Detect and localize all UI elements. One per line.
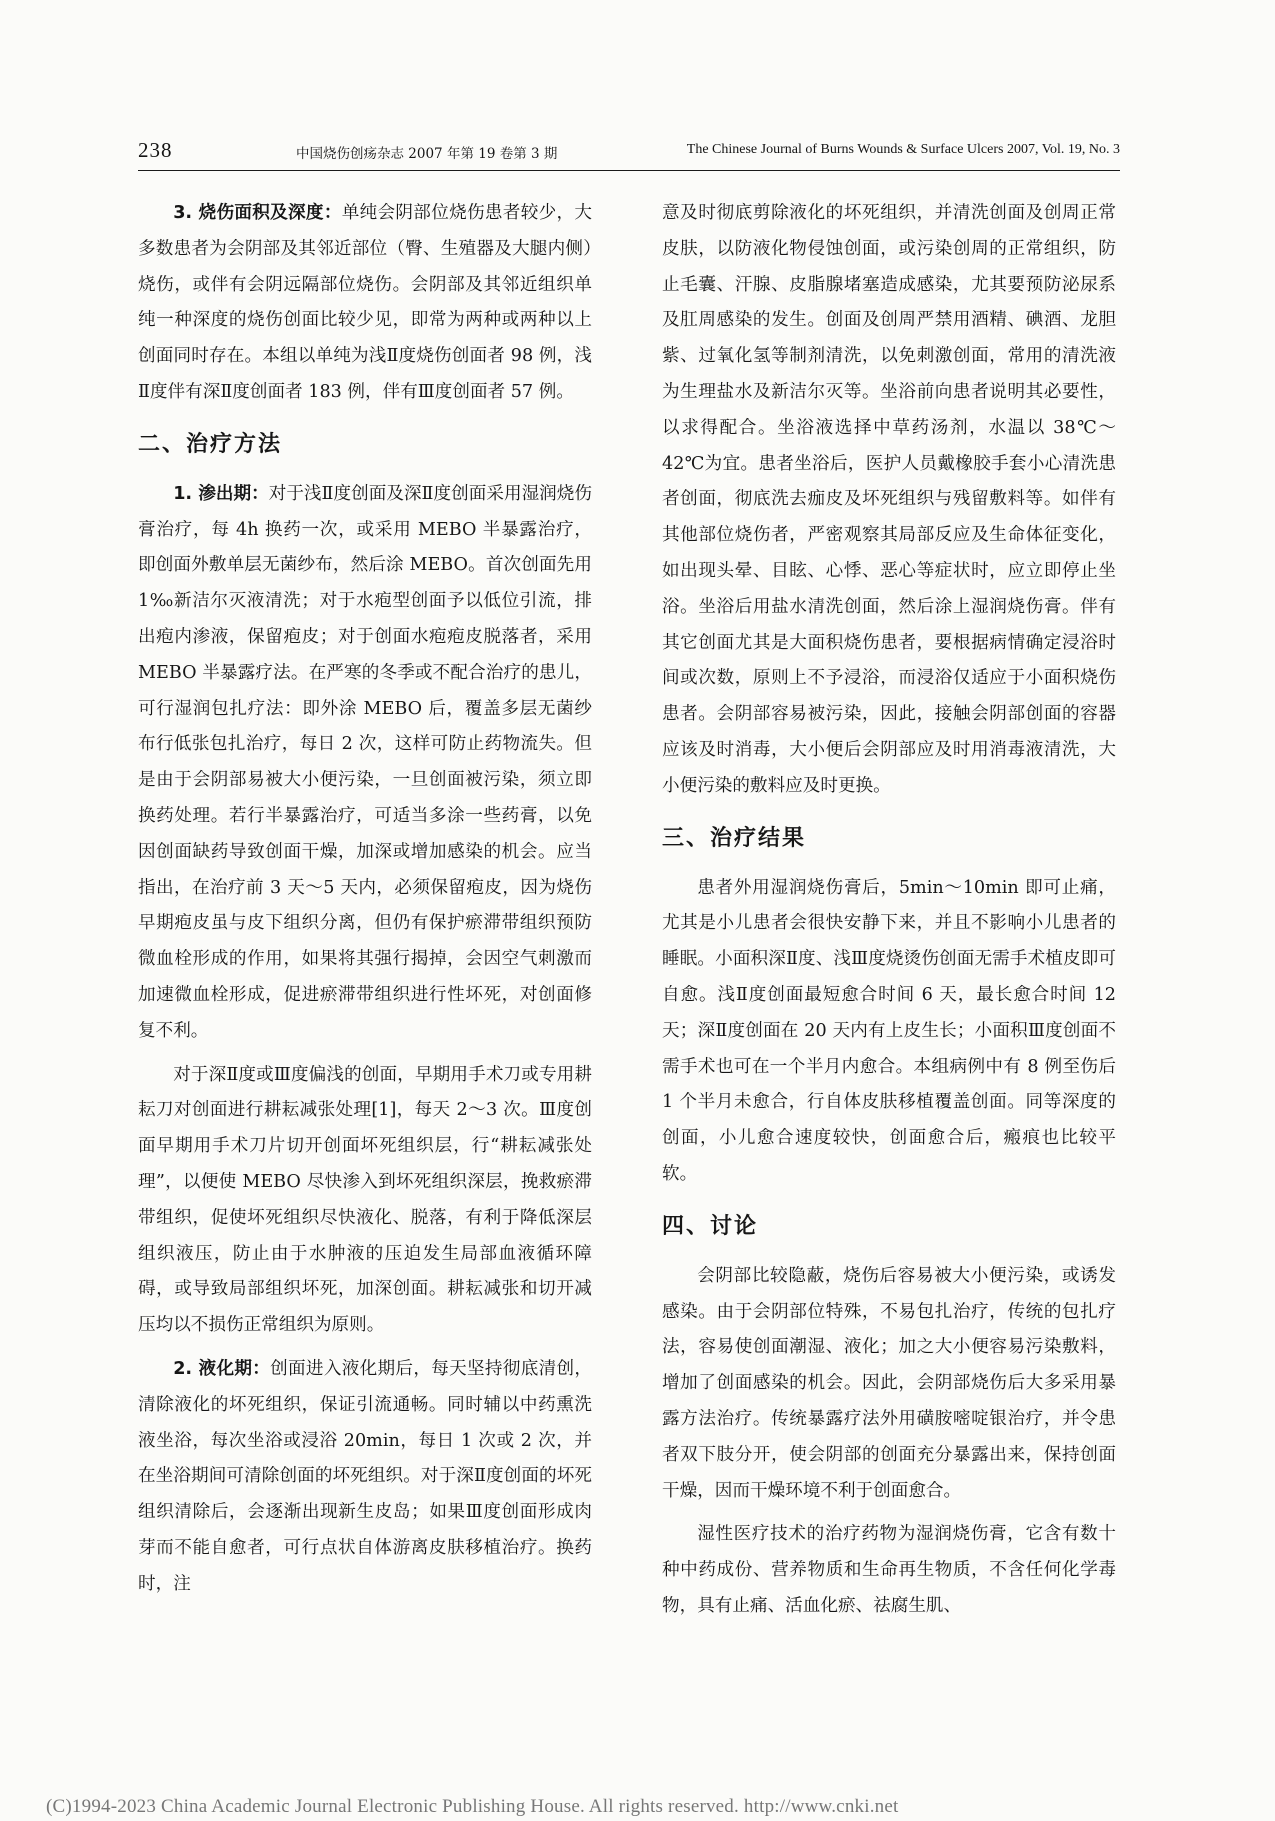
section-heading-treatment-methods: 二、治疗方法	[138, 431, 283, 457]
paragraph-deep-wound-cultivation: 对于深Ⅱ度或Ⅲ度偏浅的创面，早期用手术刀或专用耕耘刀对创面进行耕耘减张处理[1]，每天 2～3 次。Ⅲ度创面早期用手术刀片切开创面坏死组织层，行“耕耘减张处理”，以便使 MEBO 尽快渗入到坏死组织深层，挽救瘀滞带组织，促使坏死组织尽快液化、脱落，有利于降低深层组织液压，防止由于水肿液的压迫发生局部血液循环障碍，或导致局部组织坏死，加深创面。耕耘减张和切开减压均以不损伤正常组织为原则。	[138, 1064, 592, 1336]
paragraph-liquefaction-phase	[138, 1352, 592, 1603]
paragraph-results: 患者外用湿润烧伤膏后，5min～10min 即可止痛，尤其是小儿患者会很快安静下来，并且不影响小儿患者的睡眠。小面积深Ⅱ度、浅Ⅲ度烧烫伤创面无需手术植皮即可自愈。浅Ⅱ度创面最短愈合时间 6 天，最长愈合时间 12 天；深Ⅱ度创面在 20 天内有上皮生长；小面积Ⅲ度创面不需手术也可在一个半月内愈合。本组病例中有 8 例至伤后 1 个半月未愈合，行自体皮肤移植覆盖创面。同等深度的创面，小儿愈合速度较快，创面愈合后，瘢痕也比较平软。	[662, 877, 1116, 1184]
paragraph-lead: 2. 液化期：	[173, 1358, 271, 1379]
right-column	[662, 196, 1116, 1696]
running-header	[138, 138, 1120, 171]
journal-title-chinese: 中国烧伤创疡杂志 2007 年第 19 卷第 3 期	[296, 146, 558, 162]
paragraph-text: 创面进入液化期后，每天坚持彻底清创，清除液化的坏死组织，保证引流通畅。同时辅以中药熏洗液坐浴，每次坐浴或浸浴 20min，每日 1 次或 2 次，并在坐浴期间可清除创面的坏死组织。对于深Ⅱ度创面的坏死组织清除后，会逐渐出现新生皮岛；如果Ⅲ度创面形成肉芽而不能自愈者，可行点状自体游离皮肤移植治疗。换药时，注	[138, 1358, 592, 1594]
left-column	[138, 196, 592, 1696]
page-number: 238	[138, 138, 173, 162]
paragraph-lead: 3. 烧伤面积及深度：	[173, 203, 342, 223]
copyright-footer: (C)1994-2023 China Academic Journal Electronic Publishing House. All rights reserved. http://www.cnki.net	[46, 1796, 899, 1817]
paragraph-discussion-1: 会阴部比较隐蔽，烧伤后容易被大小便污染，或诱发感染。由于会阴部位特殊，不易包扎治疗，传统的包扎疗法，容易使创面潮湿、液化；加之大小便容易污染敷料，增加了创面感染的机会。因此，会阴部烧伤后大多采用暴露方法治疗。传统暴露疗法外用磺胺嘧啶银治疗，并令患者双下肢分开，使会阴部的创面充分暴露出来，保持创面干燥，因而干燥环境不利于创面愈合。	[662, 1265, 1116, 1501]
paragraph-discussion-2: 湿性医疗技术的治疗药物为湿润烧伤膏，它含有数十种中药成份、营养物质和生命再生物质，不含任何化学毒物，具有止痛、活血化瘀、祛腐生肌、	[662, 1524, 1116, 1616]
paragraph-exudation-phase	[138, 477, 592, 1050]
paragraph-lead: 1. 渗出期：	[173, 483, 269, 504]
paragraph-gap	[662, 1509, 1116, 1517]
paragraph-gap	[138, 1050, 592, 1058]
section-heading-discussion: 四、讨论	[662, 1213, 759, 1239]
paragraph-gap	[138, 1344, 592, 1352]
paragraph-burn-area-depth	[138, 196, 592, 411]
paragraph-text: 单纯会阴部位烧伤患者较少，大多数患者为会阴部及其邻近部位（臀、生殖器及大腿内侧）烧伤，或伴有会阴远隔部位烧伤。会阴部及其邻近组织单纯一种深度的烧伤创面比较少见，即常为两种或两种以上创面同时存在。本组以单纯为浅Ⅱ度烧伤创面者 98 例，浅Ⅱ度伴有深Ⅱ度创面者 183 例，伴有Ⅲ度创面者 57 例。	[138, 203, 592, 402]
paragraph-continued-liquefaction: 意及时彻底剪除液化的坏死组织，并清洗创面及创周正常皮肤，以防液化物侵蚀创面，或污染创周的正常组织，防止毛囊、汗腺、皮脂腺堵塞造成感染，尤其要预防泌尿系及肛周感染的发生。创面及创周严禁用酒精、碘酒、龙胆紫、过氧化氢等制剂清洗，以免刺激创面，常用的清洗液为生理盐水及新洁尔灭等。坐浴前向患者说明其必要性，以求得配合。坐浴液选择中草药汤剂，水温以 38℃～42℃为宜。患者坐浴后，医护人员戴橡胶手套小心清洗患者创面，彻底洗去痂皮及坏死组织与残留敷料等。如伴有其他部位烧伤者，严密观察其局部反应及生命体征变化，如出现头晕、目眩、心悸、恶心等症状时，应立即停止坐浴。坐浴后用盐水清洗创面，然后涂上湿润烧伤膏。伴有其它创面尤其是大面积烧伤患者，要根据病情确定浸浴时间或次数，原则上不予浸浴，而浸浴仅适应于小面积烧伤患者。会阴部容易被污染，因此，接触会阴部创面的容器应该及时消毒，大小便后会阴部应及时用消毒液清洗，大小便污染的敷料应及时更换。	[662, 203, 1116, 796]
section-heading-treatment-results: 三、治疗结果	[662, 825, 807, 851]
paragraph-text: 对于浅Ⅱ度创面及深Ⅱ度创面采用湿润烧伤膏治疗，每 4h 换药一次，或采用 MEBO 半暴露治疗，即创面外敷单层无菌纱布，然后涂 MEBO。首次创面先用 1‰新洁尔灭液清洗；对于水疱型创面予以低位引流，排出疱内渗液，保留疱皮；对于创面水疱疱皮脱落者，采用 MEBO 半暴露疗法。在严寒的冬季或不配合治疗的患儿，可行湿润包扎疗法：即外涂 MEBO 后，覆盖多层无菌纱布行低张包扎治疗，每日 2 次，这样可防止药物流失。但是由于会阴部易被大小便污染，一旦创面被污染，须立即换药处理。若行半暴露治疗，可适当多涂一些药膏，以免因创面缺药导致创面干燥，加深或增加感染的机会。应当指出，在治疗前 3 天～5 天内，必须保留疱皮，因为烧伤早期疱皮虽与皮下组织分离，但仍有保护瘀滞带组织预防微血栓形成的作用，如果将其强行揭掉，会因空气刺激而加速微血栓形成，促进瘀滞带组织进行性坏死，对创面修复不利。	[138, 483, 592, 1041]
journal-title-english: The Chinese Journal of Burns Wounds & Surface Ulcers 2007, Vol. 19, No. 3	[686, 142, 1120, 157]
